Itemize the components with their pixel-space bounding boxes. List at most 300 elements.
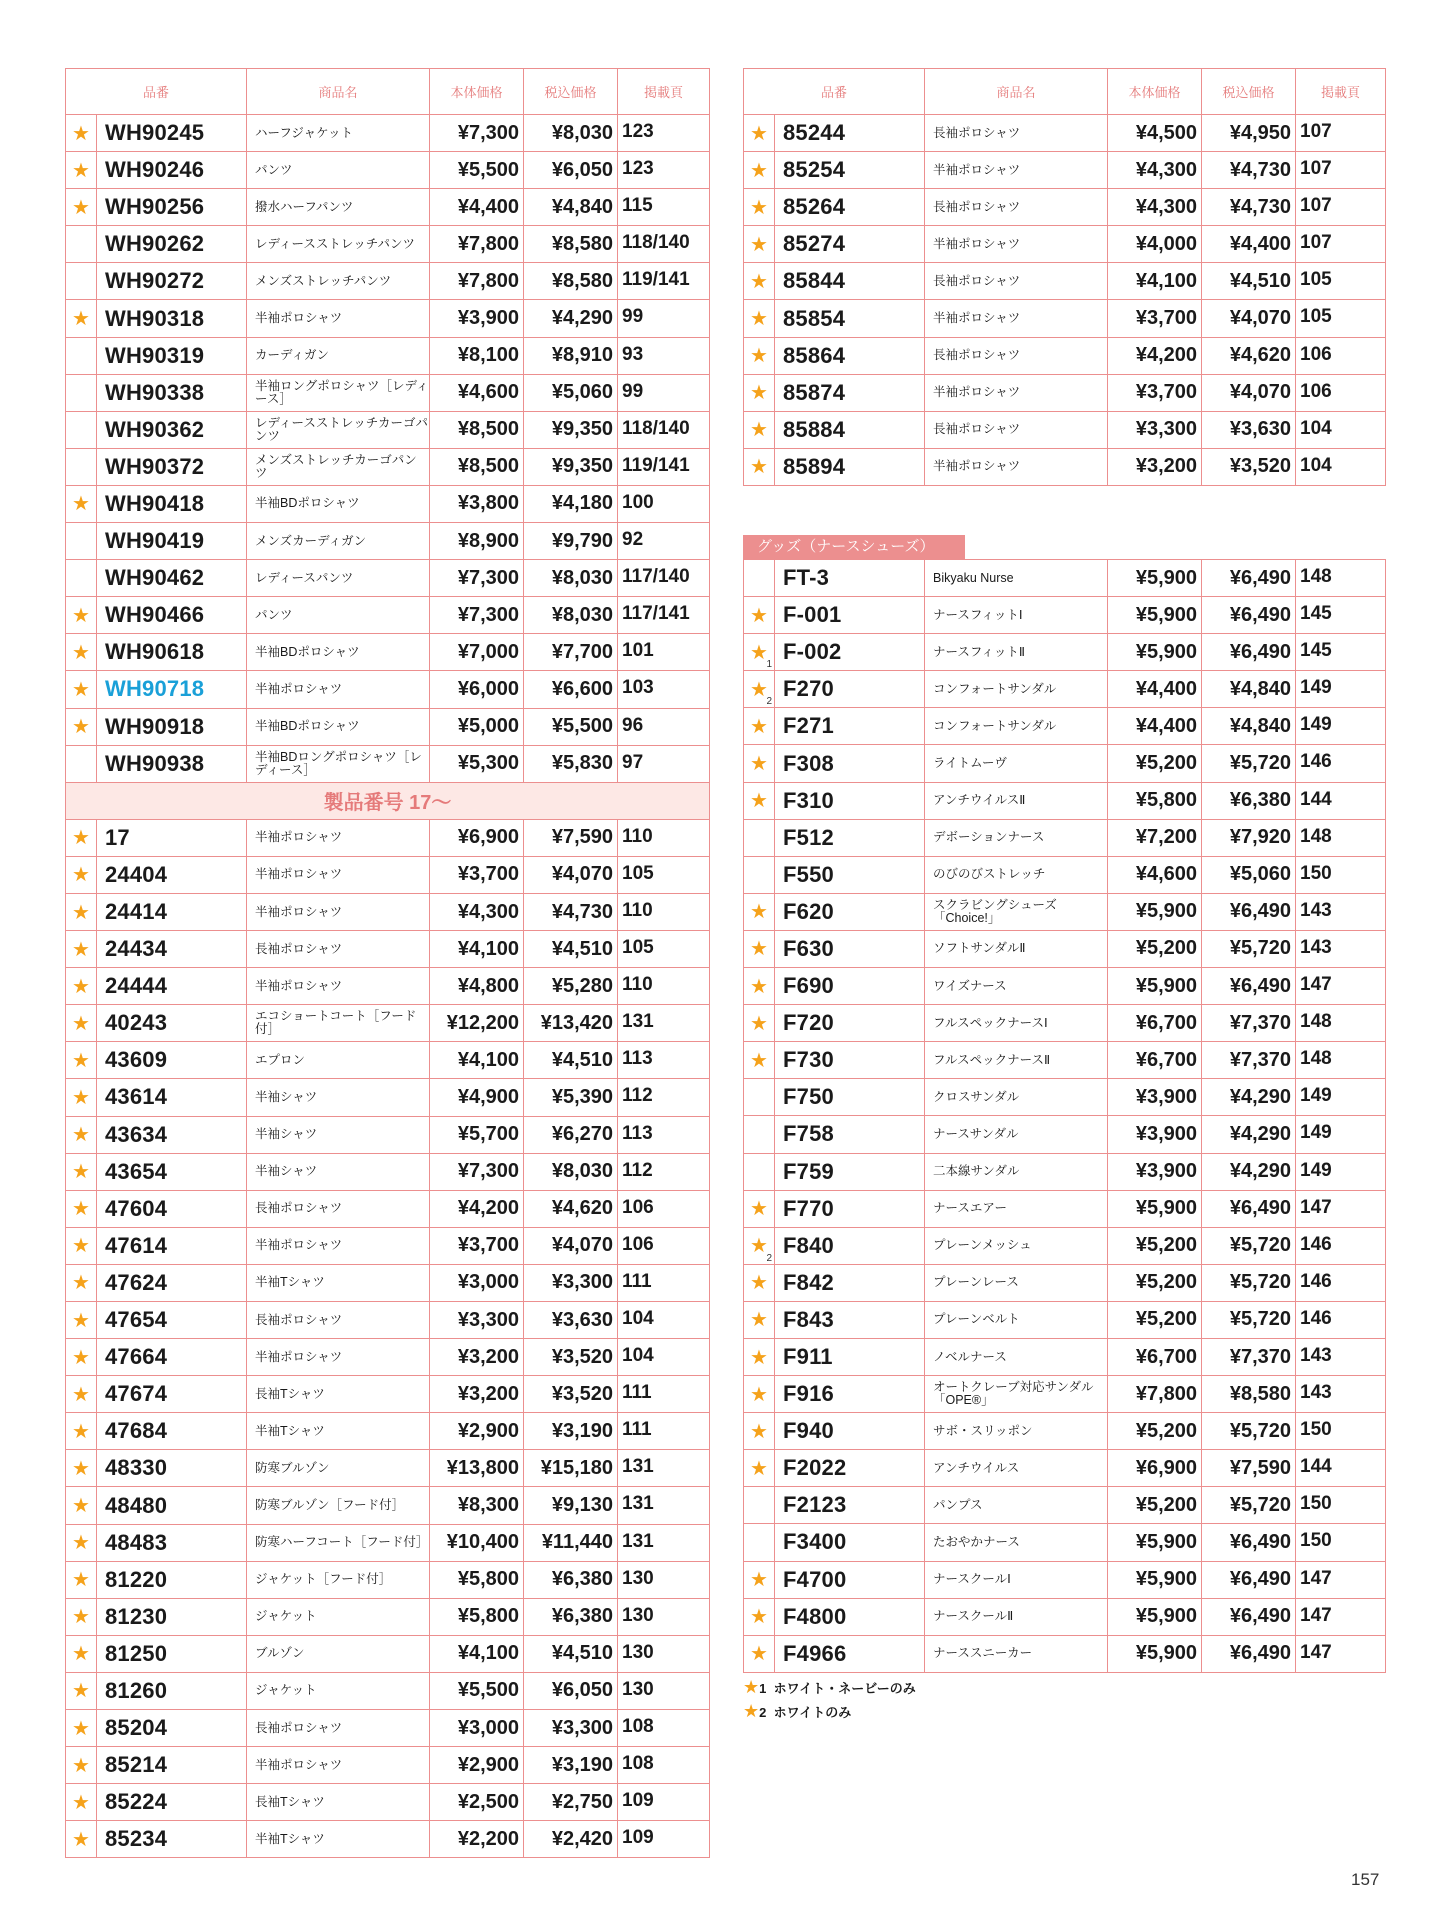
star-icon: ★: [72, 938, 90, 961]
star-icon: ★: [72, 196, 90, 219]
table-row: [744, 1116, 1386, 1153]
table-row: [66, 1710, 710, 1747]
star-cell: [66, 597, 97, 634]
base-price: ¥7,300: [430, 560, 524, 597]
star-cell: [744, 930, 775, 967]
star-cell: [66, 337, 97, 374]
page-ref: 109: [618, 1821, 710, 1858]
page-ref: 93: [618, 337, 710, 374]
base-price: ¥5,900: [1108, 1561, 1202, 1598]
product-code: 85224: [97, 1784, 247, 1821]
table-row: [744, 337, 1386, 374]
page-ref: 119/141: [618, 263, 710, 300]
star-cell: [66, 485, 97, 522]
base-price: ¥5,500: [430, 152, 524, 189]
tax-price: ¥6,490: [1202, 968, 1296, 1005]
tax-price: ¥7,920: [1202, 819, 1296, 856]
star-icon: ★: [72, 1272, 90, 1295]
product-name: レディースストレッチカーゴパンツ: [247, 411, 430, 448]
product-code: F730: [775, 1042, 925, 1079]
tax-price: ¥3,190: [524, 1747, 618, 1784]
star-icon: ★: [750, 1383, 768, 1406]
tax-price: ¥4,070: [524, 856, 618, 893]
table-row: [744, 597, 1386, 634]
table-row: [744, 1450, 1386, 1487]
tax-price: ¥5,720: [1202, 1413, 1296, 1450]
page-ref: 131: [618, 1487, 710, 1524]
tax-price: ¥4,620: [1202, 337, 1296, 374]
product-name: ナースエアー: [925, 1190, 1108, 1227]
page-ref: 107: [1296, 189, 1386, 226]
page-ref: 146: [1296, 1301, 1386, 1338]
product-name: ソフトサンダルⅡ: [925, 930, 1108, 967]
product-name: 半袖ポロシャツ: [247, 819, 430, 856]
page-ref: 105: [618, 931, 710, 968]
product-name: 長袖Tシャツ: [247, 1376, 430, 1413]
product-name: 撥水ハーフパンツ: [247, 189, 430, 226]
star-cell: [66, 1413, 97, 1450]
tax-price: ¥3,300: [524, 1264, 618, 1301]
page-ref: 147: [1296, 1598, 1386, 1635]
product-code: F2123: [775, 1487, 925, 1524]
header-page: 掲載頁: [1296, 69, 1386, 115]
page-ref: 110: [618, 893, 710, 930]
base-price: ¥6,900: [1108, 1450, 1202, 1487]
section-row: [66, 782, 710, 819]
product-code: 24434: [97, 931, 247, 968]
tax-price: ¥6,380: [524, 1561, 618, 1598]
product-code: WH90256: [97, 189, 247, 226]
star-icon: ★: [750, 419, 768, 442]
header-base-price: 本体価格: [430, 69, 524, 115]
product-name: サボ・スリッポン: [925, 1413, 1108, 1450]
star-icon: ★: [72, 159, 90, 182]
table-row: [744, 1005, 1386, 1042]
product-name: 半袖BDポロシャツ: [247, 485, 430, 522]
product-name: 長袖ポロシャツ: [925, 189, 1108, 226]
star-icon: ★: [750, 715, 768, 738]
page-ref: 105: [1296, 300, 1386, 337]
page-ref: 113: [618, 1042, 710, 1079]
table-row: [66, 931, 710, 968]
product-code: 43634: [97, 1116, 247, 1153]
base-price: ¥7,800: [1108, 1376, 1202, 1413]
base-price: ¥4,600: [430, 374, 524, 411]
base-price: ¥5,900: [1108, 1190, 1202, 1227]
page-ref: 130: [618, 1635, 710, 1672]
base-price: ¥4,400: [430, 189, 524, 226]
base-price: ¥3,000: [430, 1264, 524, 1301]
star-icon: ★: [72, 1420, 90, 1443]
product-name: 半袖ポロシャツ: [247, 1227, 430, 1264]
tax-price: ¥4,290: [1202, 1116, 1296, 1153]
star-icon: ★: [72, 493, 90, 516]
tax-price: ¥8,030: [524, 115, 618, 152]
table-row: [66, 337, 710, 374]
base-price: ¥4,300: [430, 893, 524, 930]
table-row: [66, 263, 710, 300]
base-price: ¥7,000: [430, 634, 524, 671]
star-cell: [744, 152, 775, 189]
table-row: [66, 671, 710, 708]
product-name: パンプス: [925, 1487, 1108, 1524]
star-cell: [66, 708, 97, 745]
page-ref: 105: [618, 856, 710, 893]
table-row: [744, 819, 1386, 856]
star-cell: [66, 1635, 97, 1672]
star-icon: ★: [750, 938, 768, 961]
star-cell: [744, 1190, 775, 1227]
base-price: ¥4,900: [430, 1079, 524, 1116]
base-price: ¥2,900: [430, 1413, 524, 1450]
table-header-row: [66, 69, 710, 115]
star-cell: [744, 1524, 775, 1561]
product-name: ナースフィットⅠ: [925, 597, 1108, 634]
product-name: ジャケット: [247, 1598, 430, 1635]
base-price: ¥3,200: [430, 1339, 524, 1376]
star-icon: ★: [750, 604, 768, 627]
page-ref: 104: [1296, 448, 1386, 485]
product-name: 半袖BDポロシャツ: [247, 708, 430, 745]
product-code: F310: [775, 782, 925, 819]
product-code: 85854: [775, 300, 925, 337]
page-ref: 145: [1296, 634, 1386, 671]
star-cell: [66, 1561, 97, 1598]
table-row: [744, 1561, 1386, 1598]
star-icon: ★: [72, 1754, 90, 1777]
table-row: [744, 856, 1386, 893]
table-row: [744, 782, 1386, 819]
page-ref: 108: [618, 1747, 710, 1784]
product-name: 半袖ポロシャツ: [925, 152, 1108, 189]
table-row: [66, 1005, 710, 1042]
page-ref: 104: [618, 1302, 710, 1339]
goods-section-title: グッズ（ナースシューズ）: [743, 535, 965, 559]
tax-price: ¥4,510: [524, 1635, 618, 1672]
star-cell: [66, 1672, 97, 1709]
tax-price: ¥6,490: [1202, 1635, 1296, 1672]
product-name: 半袖Tシャツ: [247, 1413, 430, 1450]
product-name: ノベルナース: [925, 1338, 1108, 1375]
star-cell: [744, 1116, 775, 1153]
tax-price: ¥4,840: [1202, 708, 1296, 745]
product-name: カーディガン: [247, 337, 430, 374]
table-row: [66, 1672, 710, 1709]
product-code: WH90245: [97, 115, 247, 152]
header-code: 品番: [744, 69, 925, 115]
product-name: プレーンベルト: [925, 1301, 1108, 1338]
table-row: [744, 1264, 1386, 1301]
table-row: [744, 1042, 1386, 1079]
table-row: [744, 1524, 1386, 1561]
page-ref: 99: [618, 374, 710, 411]
product-code: WH90272: [97, 263, 247, 300]
star-icon: ★: [72, 122, 90, 145]
page-ref: 149: [1296, 671, 1386, 708]
star-icon: ★: [72, 1049, 90, 1072]
base-price: ¥5,700: [430, 1116, 524, 1153]
base-price: ¥4,100: [430, 931, 524, 968]
page-ref: 92: [618, 523, 710, 560]
product-code: 85274: [775, 226, 925, 263]
star-cell: [744, 671, 775, 708]
page-ref: 144: [1296, 782, 1386, 819]
base-price: ¥3,700: [1108, 300, 1202, 337]
tax-price: ¥5,060: [524, 374, 618, 411]
product-code: F-001: [775, 597, 925, 634]
table-header-row: [744, 69, 1386, 115]
star-cell: [66, 1339, 97, 1376]
base-price: ¥6,900: [430, 819, 524, 856]
table-row: [66, 1376, 710, 1413]
page-ref: 150: [1296, 1487, 1386, 1524]
table-row: [66, 1784, 710, 1821]
tax-price: ¥3,520: [524, 1376, 618, 1413]
star-icon: ★: [72, 1569, 90, 1592]
tax-price: ¥11,440: [524, 1524, 618, 1561]
page-ref: 117/141: [618, 597, 710, 634]
tax-price: ¥7,590: [524, 819, 618, 856]
base-price: ¥7,300: [430, 1153, 524, 1190]
page-ref: 118/140: [618, 226, 710, 263]
product-code: 81220: [97, 1561, 247, 1598]
base-price: ¥5,500: [430, 1672, 524, 1709]
product-name: 半袖ポロシャツ: [247, 968, 430, 1005]
product-name: 長袖ポロシャツ: [925, 411, 1108, 448]
tax-price: ¥6,380: [524, 1598, 618, 1635]
star-cell: [744, 1561, 775, 1598]
table-row: [744, 1227, 1386, 1264]
star-icon: ★: [72, 308, 90, 331]
product-code: 48483: [97, 1524, 247, 1561]
product-code: 81250: [97, 1635, 247, 1672]
base-price: ¥4,300: [1108, 152, 1202, 189]
star-cell: [744, 448, 775, 485]
product-code: 81230: [97, 1598, 247, 1635]
product-code: 85884: [775, 411, 925, 448]
product-code: WH90418: [97, 485, 247, 522]
tax-price: ¥4,070: [524, 1227, 618, 1264]
product-code: 81260: [97, 1672, 247, 1709]
base-price: ¥2,200: [430, 1821, 524, 1858]
product-code: F4966: [775, 1635, 925, 1672]
star-icon: ★: [750, 456, 768, 479]
table-row: [66, 708, 710, 745]
page-ref: 148: [1296, 819, 1386, 856]
table-row: [66, 1042, 710, 1079]
table-row: [744, 1598, 1386, 1635]
page-ref: 110: [618, 968, 710, 1005]
star-icon: ★: [72, 716, 90, 739]
page-ref: 107: [1296, 226, 1386, 263]
tax-price: ¥8,030: [524, 560, 618, 597]
table-row: [66, 485, 710, 522]
base-price: ¥6,700: [1108, 1005, 1202, 1042]
table-row: [66, 374, 710, 411]
table-row: [66, 634, 710, 671]
base-price: ¥6,700: [1108, 1338, 1202, 1375]
product-name: ナースフィットⅡ: [925, 634, 1108, 671]
table-row: [744, 893, 1386, 930]
star-cell: [66, 1227, 97, 1264]
star-cell: [66, 1005, 97, 1042]
table-row: [66, 1153, 710, 1190]
product-name: 長袖ポロシャツ: [247, 1710, 430, 1747]
page-ref: 143: [1296, 930, 1386, 967]
product-name: プレーンレース: [925, 1264, 1108, 1301]
star-icon: ★: [750, 196, 768, 219]
star-icon: ★: [72, 1828, 90, 1851]
product-name: ワイズナース: [925, 968, 1108, 1005]
product-code: 43609: [97, 1042, 247, 1079]
product-code: F550: [775, 856, 925, 893]
product-name: ジャケット［フード付］: [247, 1561, 430, 1598]
tax-price: ¥8,580: [524, 226, 618, 263]
base-price: ¥7,800: [430, 263, 524, 300]
product-name: 半袖BDポロシャツ: [247, 634, 430, 671]
star-icon: ★: [750, 975, 768, 998]
table-row: [66, 1450, 710, 1487]
header-base-price: 本体価格: [1108, 69, 1202, 115]
product-name: ブルゾン: [247, 1635, 430, 1672]
product-code: 47624: [97, 1264, 247, 1301]
page-ref: 123: [618, 115, 710, 152]
page-ref: 108: [618, 1710, 710, 1747]
star-icon: ★: [750, 1457, 768, 1480]
product-code: WH90246: [97, 152, 247, 189]
base-price: ¥5,000: [430, 708, 524, 745]
product-name: フルスペックナースⅡ: [925, 1042, 1108, 1079]
table-row: [66, 1487, 710, 1524]
tax-price: ¥6,490: [1202, 597, 1296, 634]
table-row: [66, 893, 710, 930]
product-code: 48480: [97, 1487, 247, 1524]
page-ref: 111: [618, 1413, 710, 1450]
star-icon: ★: [750, 901, 768, 924]
table-row: [66, 1079, 710, 1116]
star-icon: ★: [72, 975, 90, 998]
star-cell: [744, 1264, 775, 1301]
star-cell: [66, 745, 97, 782]
star-cell: [744, 968, 775, 1005]
product-code: WH90462: [97, 560, 247, 597]
page-ref: 104: [1296, 411, 1386, 448]
star-icon: ★: [743, 1677, 760, 1697]
tax-price: ¥7,370: [1202, 1042, 1296, 1079]
product-code: F843: [775, 1301, 925, 1338]
table-row: [744, 634, 1386, 671]
star-icon: ★: [750, 159, 768, 182]
table-row: [744, 560, 1386, 597]
goods-table-body: [744, 560, 1386, 1673]
tax-price: ¥5,390: [524, 1079, 618, 1116]
table-row: [66, 189, 710, 226]
star-icon: ★: [750, 790, 768, 813]
table-row: [66, 448, 710, 485]
product-code: F2022: [775, 1450, 925, 1487]
star-cell: [66, 1302, 97, 1339]
product-name: 長袖ポロシャツ: [247, 1302, 430, 1339]
table-row: [744, 263, 1386, 300]
page-ref: 130: [618, 1561, 710, 1598]
star-cell: [744, 1079, 775, 1116]
tax-price: ¥4,070: [1202, 300, 1296, 337]
product-name: ナースクールⅠ: [925, 1561, 1108, 1598]
table-row: [66, 226, 710, 263]
base-price: ¥5,200: [1108, 1301, 1202, 1338]
star-cell: [66, 1524, 97, 1561]
table-row: [66, 1116, 710, 1153]
star-cell: [66, 671, 97, 708]
table-row: [744, 1079, 1386, 1116]
product-code: 47604: [97, 1190, 247, 1227]
page-ref: 106: [1296, 337, 1386, 374]
star-icon: ★: [72, 1383, 90, 1406]
product-name: パンツ: [247, 152, 430, 189]
product-name: 半袖BDロングポロシャツ［レディース］: [247, 745, 430, 782]
product-code: WH90918: [97, 708, 247, 745]
base-price: ¥6,000: [430, 671, 524, 708]
base-price: ¥4,100: [430, 1042, 524, 1079]
tax-price: ¥5,720: [1202, 930, 1296, 967]
product-code: 24444: [97, 968, 247, 1005]
star-cell: [744, 1338, 775, 1375]
product-name: 半袖シャツ: [247, 1116, 430, 1153]
base-price: ¥5,900: [1108, 893, 1202, 930]
product-code: F916: [775, 1376, 925, 1413]
product-code: F620: [775, 893, 925, 930]
star-icon: ★: [750, 122, 768, 145]
tax-price: ¥6,050: [524, 152, 618, 189]
table-row: [744, 152, 1386, 189]
star-cell: [66, 1821, 97, 1858]
tax-price: ¥5,830: [524, 745, 618, 782]
base-price: ¥8,500: [430, 448, 524, 485]
page-ref: 103: [618, 671, 710, 708]
product-code: WH90338: [97, 374, 247, 411]
page-ref: 150: [1296, 1413, 1386, 1450]
product-name: 半袖Tシャツ: [247, 1264, 430, 1301]
product-name: 半袖ポロシャツ: [247, 671, 430, 708]
table-row: [744, 226, 1386, 263]
header-name: 商品名: [925, 69, 1108, 115]
page-ref: 107: [1296, 152, 1386, 189]
product-code: 47614: [97, 1227, 247, 1264]
table-row: [744, 745, 1386, 782]
star-icon: ★: [72, 1124, 90, 1147]
base-price: ¥5,900: [1108, 1635, 1202, 1672]
product-code: 85254: [775, 152, 925, 189]
star-cell: [744, 263, 775, 300]
star-cell: [66, 634, 97, 671]
page-ref: 147: [1296, 968, 1386, 1005]
product-name: レディースパンツ: [247, 560, 430, 597]
goods-price-table: [743, 559, 1386, 1673]
footnote-marker: 1: [766, 659, 772, 671]
base-price: ¥5,200: [1108, 930, 1202, 967]
star-cell: [66, 1264, 97, 1301]
star-cell: [66, 1784, 97, 1821]
page-ref: 96: [618, 708, 710, 745]
tax-price: ¥6,490: [1202, 1190, 1296, 1227]
tax-price: ¥4,730: [1202, 189, 1296, 226]
product-name: エコショートコート［フード付］: [247, 1005, 430, 1042]
tax-price: ¥5,720: [1202, 1227, 1296, 1264]
product-code: F4700: [775, 1561, 925, 1598]
star-cell: [744, 337, 775, 374]
product-name: ライトムーヴ: [925, 745, 1108, 782]
page-ref: 149: [1296, 1079, 1386, 1116]
